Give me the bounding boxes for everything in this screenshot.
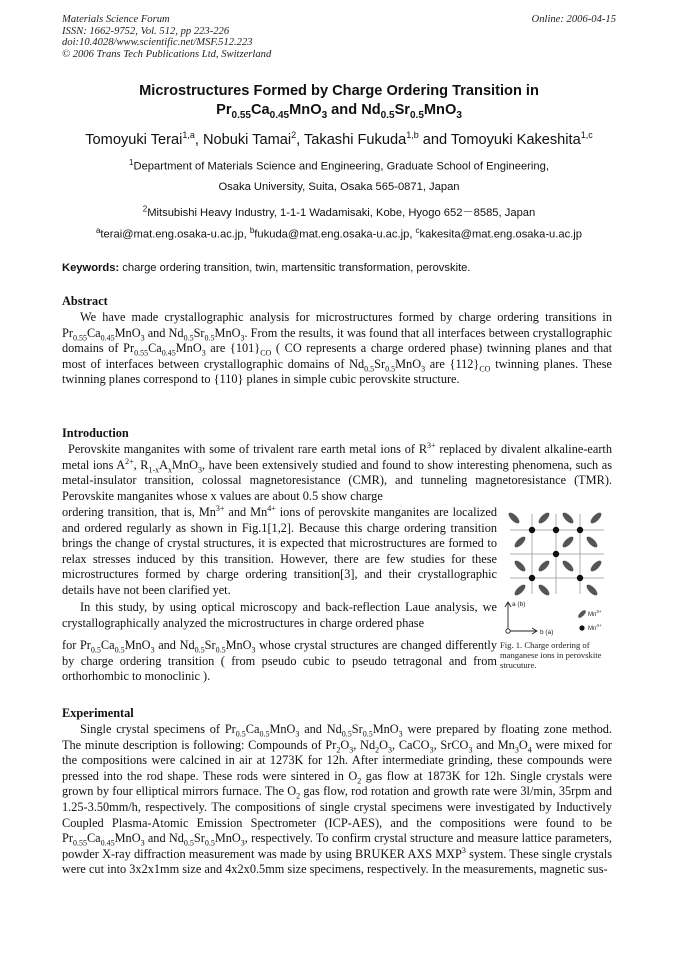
abstract-body: We have made crystallographic analysis for microstructures formed by charge ordering transitions in $Pr_{0.55}Ca_{0.45}MnO_3$ and $Nd_{0.5}Sr_{0.5}MnO_3$. From the results, it was found that all interfaces between crystallographic domains of $Pr_{0.55}Ca_{0.45}MnO_3$ are $\{101\}_{CO}$ ( CO represents a charge ordered phase) twinning planes and that most of interfaces between crystallographic domains of $Nd_{0.5}Sr_{0.5}MnO_3$ are $\{112\}_{CO}$ twinning planes. These twinning planes correspond to {110} planes in simple cubic perovskite structure. bbox=[62, 310, 613, 387]
experimental-body: Single crystal specimens of $Pr_{0.5}Ca_{0.5}MnO_3$ and $Nd_{0.5}Sr_{0.5}MnO_3$ were prepared by floating zone method. The minute description is following: Compounds of $Pr_2O_3$, $Nd_2O_3$, CaCO$_3$, SrCO$_3$ and $Mn_3O_4$ were mixed for the compositions were calcined in air at 1273K for 12h. After intermediate grinding, these compounds were pressed into the rod shape. These rods were sintered in $O_2$ gas flow at 1873K for 12h. Single crystals were grown by four elliptical mirrors furnace. The $O_2$ gas flow, rod rotation and growth rate were 3l/min, 35rpm and 1.25-3.50mm/h, respectively. The compositions of single crystal specimens were investigated by Inductively Coupled Plasma-Atomic Emission Spectrometer (ICP-AES), and the compositions were found to be $Pr_{0.55}Ca_{0.45}MnO_3$ and $Nd_{0.5}Sr_{0.5}MnO_3$, respectively. To confirm crystal structure and measure lattice parameters, powder X-ray diffraction measurement was made by using BRUKER AXS MXP$^3$ system. These single crystals were cut into 3x2x1mm size and 4x2x0.5mm size specimens, respectively. In the measurements, magnetic sus- bbox=[62, 722, 613, 877]
email-link[interactable]: fukuda@mat.eng.osaka-u.ac.jp bbox=[254, 228, 410, 241]
legend-mn4: $Mn^{4+}$ bbox=[588, 623, 602, 632]
journal-info bbox=[62, 14, 271, 60]
affiliation-1-line-2: Osaka University, Suita, Osaka 565-0871, Japan bbox=[218, 181, 460, 193]
paper-title bbox=[0, 82, 678, 125]
origin-icon bbox=[506, 629, 510, 633]
author-name: Takashi Fukuda bbox=[303, 131, 407, 148]
author-name: Tomoyuki Terai bbox=[85, 131, 183, 148]
affiliation-2: $^2$Mitsubishi Heavy Industry, 1-1-1 Wadamisaki, Kobe, Hyogo 652－8585, Japan bbox=[142, 204, 536, 219]
author-emails: $^a$terai@mat.eng.osaka-u.ac.jp, $^b$fukuda@mat.eng.osaka-u.ac.jp, $^c$kakesita@mat.eng.osaka-u.ac.jp bbox=[95, 226, 583, 241]
journal-name: Materials Science Forum bbox=[62, 14, 170, 25]
abstract-heading: Abstract bbox=[62, 294, 108, 308]
author-name: Tomoyuki Kakeshita bbox=[450, 131, 581, 148]
author-list: Tomoyuki Terai$^{1,a}$, Nobuki Tamai$^2$, Takashi Fukuda$^{1,b}$ and Tomoyuki Kakeshita$^{1,c}$ bbox=[85, 130, 593, 148]
affiliation-1-line-1: $^1$Department of Materials Science and Engineering, Graduate School of Engineering, bbox=[129, 158, 549, 173]
title-line-2: $Pr_{0.55}Ca_{0.45}MnO_3$ and $Nd_{0.5}Sr_{0.5}MnO_3$ bbox=[216, 102, 462, 121]
charge-ordering-diagram bbox=[500, 506, 618, 638]
journal-copyright: © 2006 Trans Tech Publications Ltd, Switzerland bbox=[62, 48, 272, 60]
figure-1 bbox=[500, 506, 618, 671]
introduction-paragraph-4: for $Pr_{0.5}Ca_{0.5}MnO_3$ and $Nd_{0.5}Sr_{0.5}MnO_3$ whose crystal structures are changed differently by charge ordering transition ( from pseudo cubic to pseudo tetragonal and from orthorhombic to monoclinic ). bbox=[62, 638, 497, 684]
introduction-paragraph-3: In this study, by using optical microscopy and back-reflection Laue analysis, we crystallographically analyzed the microstructures in charge ordered phase bbox=[62, 600, 497, 630]
keywords bbox=[62, 262, 471, 274]
introduction-paragraph-1: Perovskite manganites with some of trivalent rare earth metal ions of $R^{3+}$ replaced by divalent alkaline-earth metal ions $A^{2+}$, $R_{1-x}A_xMnO_3$, have been extensively studied and found to show interesting phenomena, such as metal-insulator transition, colossal magnetoresistance (CMR), and tunneling magnetoresistance (TMR). Perovskite manganites whose x values are about 0.5 show charge bbox=[62, 440, 612, 503]
introduction-paragraph-2: ordering transition, that is, $Mn^{3+}$ and $Mn^{4+}$ ions of perovskite manganites are localized and ordered regularly as shown in Fig.1[1,2]. Because this charge ordering transition brings the change of crystal structures, it is expected that microstructures are formed to relax stresses induced by this transition. However, there are few studies for these microstructures formed by charge ordering transition[3], and their crystallographic details have not been clarified yet. bbox=[62, 503, 497, 597]
introduction-heading: Introduction bbox=[62, 426, 129, 440]
axis-b-label: b (a) bbox=[540, 629, 554, 636]
online-date: Online: 2006-04-15 bbox=[531, 14, 616, 25]
axis-a-label: a (b) bbox=[512, 601, 526, 608]
figure-1-caption: Fig. 1. Charge ordering of manganese ions in perovskite strucuture. bbox=[500, 640, 602, 671]
keywords-label: Keywords: bbox=[62, 262, 120, 274]
journal-doi[interactable]: doi:10.4028/www.scientific.net/MSF.512.223 bbox=[62, 37, 253, 49]
journal-issn: ISSN: 1662-9752, Vol. 512, pp 223-226 bbox=[62, 25, 230, 37]
legend-mn3-icon bbox=[577, 609, 587, 619]
title-line-1: Microstructures Formed by Charge Ordering Transition in bbox=[139, 83, 539, 99]
email-link[interactable]: kakesita@mat.eng.osaka-u.ac.jp bbox=[419, 228, 583, 241]
legend-mn3: $Mn^{3+}$ bbox=[588, 609, 602, 618]
author-name: Nobuki Tamai bbox=[202, 131, 292, 148]
experimental-heading: Experimental bbox=[62, 706, 134, 720]
email-link[interactable]: terai@mat.eng.osaka-u.ac.jp bbox=[100, 228, 244, 241]
keywords-text: charge ordering transition, twin, martensitic transformation, perovskite. bbox=[119, 262, 471, 274]
legend-mn4-icon bbox=[579, 625, 584, 630]
